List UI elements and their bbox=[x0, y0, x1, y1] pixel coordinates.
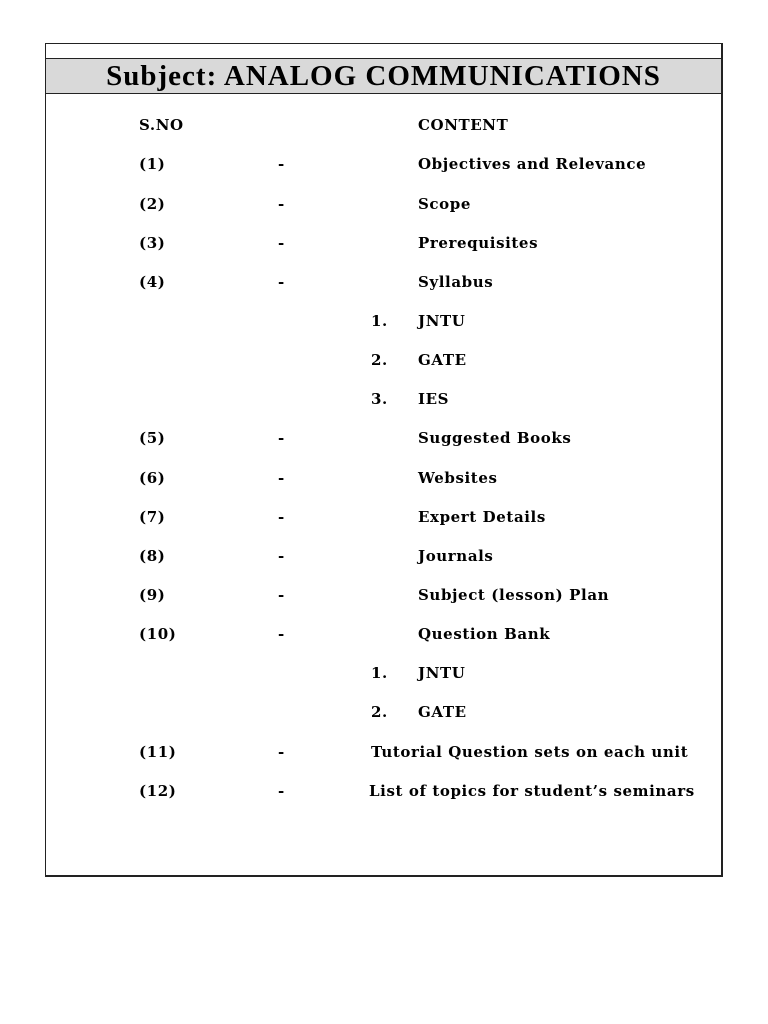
content-column-header: CONTENT bbox=[418, 116, 509, 134]
row-content: Journals bbox=[418, 547, 494, 565]
sub-item-number: 2. bbox=[371, 703, 388, 721]
sno-column-header: S.NO bbox=[139, 116, 184, 134]
row-content: Scope bbox=[418, 195, 472, 213]
table-row bbox=[0, 584, 768, 606]
row-content: Objectives and Relevance bbox=[418, 155, 647, 173]
row-content: List of topics for student’s seminars bbox=[369, 782, 695, 800]
row-dash: - bbox=[278, 743, 285, 761]
sub-item-content: GATE bbox=[418, 351, 467, 369]
sub-item-number: 3. bbox=[371, 390, 388, 408]
row-content: Expert Details bbox=[418, 508, 546, 526]
sub-item-number: 2. bbox=[371, 351, 388, 369]
table-header-row bbox=[0, 114, 768, 136]
row-dash: - bbox=[278, 273, 285, 291]
sub-list-item bbox=[0, 388, 768, 410]
sub-item-number: 1. bbox=[371, 312, 388, 330]
row-content: Syllabus bbox=[418, 273, 494, 291]
row-dash: - bbox=[278, 429, 285, 447]
sub-item-content: JNTU bbox=[418, 312, 466, 330]
row-dash: - bbox=[278, 195, 285, 213]
row-dash: - bbox=[278, 547, 285, 565]
sub-list-item bbox=[0, 662, 768, 684]
row-sno: (11) bbox=[139, 743, 177, 761]
row-sno: (3) bbox=[139, 234, 166, 252]
row-content: Tutorial Question sets on each unit bbox=[371, 743, 689, 761]
table-row bbox=[0, 153, 768, 175]
sub-list-item bbox=[0, 349, 768, 371]
table-row bbox=[0, 427, 768, 449]
page-title: Subject: ANALOG COMMUNICATIONS bbox=[106, 59, 661, 92]
table-row bbox=[0, 193, 768, 215]
row-dash: - bbox=[278, 155, 285, 173]
row-content: Websites bbox=[418, 469, 498, 487]
table-row bbox=[0, 232, 768, 254]
row-dash: - bbox=[278, 508, 285, 526]
row-content: Question Bank bbox=[418, 625, 551, 643]
row-sno: (10) bbox=[139, 625, 177, 643]
sub-item-content: GATE bbox=[418, 703, 467, 721]
table-row bbox=[0, 780, 768, 802]
table-row bbox=[0, 741, 768, 763]
row-content: Prerequisites bbox=[418, 234, 539, 252]
sub-item-content: JNTU bbox=[418, 664, 466, 682]
row-content: Subject (lesson) Plan bbox=[418, 586, 610, 604]
row-dash: - bbox=[278, 625, 285, 643]
row-sno: (2) bbox=[139, 195, 166, 213]
row-sno: (6) bbox=[139, 469, 166, 487]
table-row bbox=[0, 623, 768, 645]
table-row bbox=[0, 545, 768, 567]
sub-item-content: IES bbox=[418, 390, 450, 408]
title-bar bbox=[46, 58, 721, 94]
row-sno: (12) bbox=[139, 782, 177, 800]
sub-item-number: 1. bbox=[371, 664, 388, 682]
row-sno: (4) bbox=[139, 273, 166, 291]
row-sno: (8) bbox=[139, 547, 166, 565]
row-sno: (9) bbox=[139, 586, 166, 604]
row-sno: (7) bbox=[139, 508, 166, 526]
table-row bbox=[0, 271, 768, 293]
row-dash: - bbox=[278, 469, 285, 487]
row-sno: (1) bbox=[139, 155, 166, 173]
row-dash: - bbox=[278, 586, 285, 604]
table-row bbox=[0, 467, 768, 489]
sub-list-item bbox=[0, 310, 768, 332]
row-content: Suggested Books bbox=[418, 429, 572, 447]
table-row bbox=[0, 506, 768, 528]
row-dash: - bbox=[278, 782, 285, 800]
sub-list-item bbox=[0, 701, 768, 723]
row-dash: - bbox=[278, 234, 285, 252]
row-sno: (5) bbox=[139, 429, 166, 447]
